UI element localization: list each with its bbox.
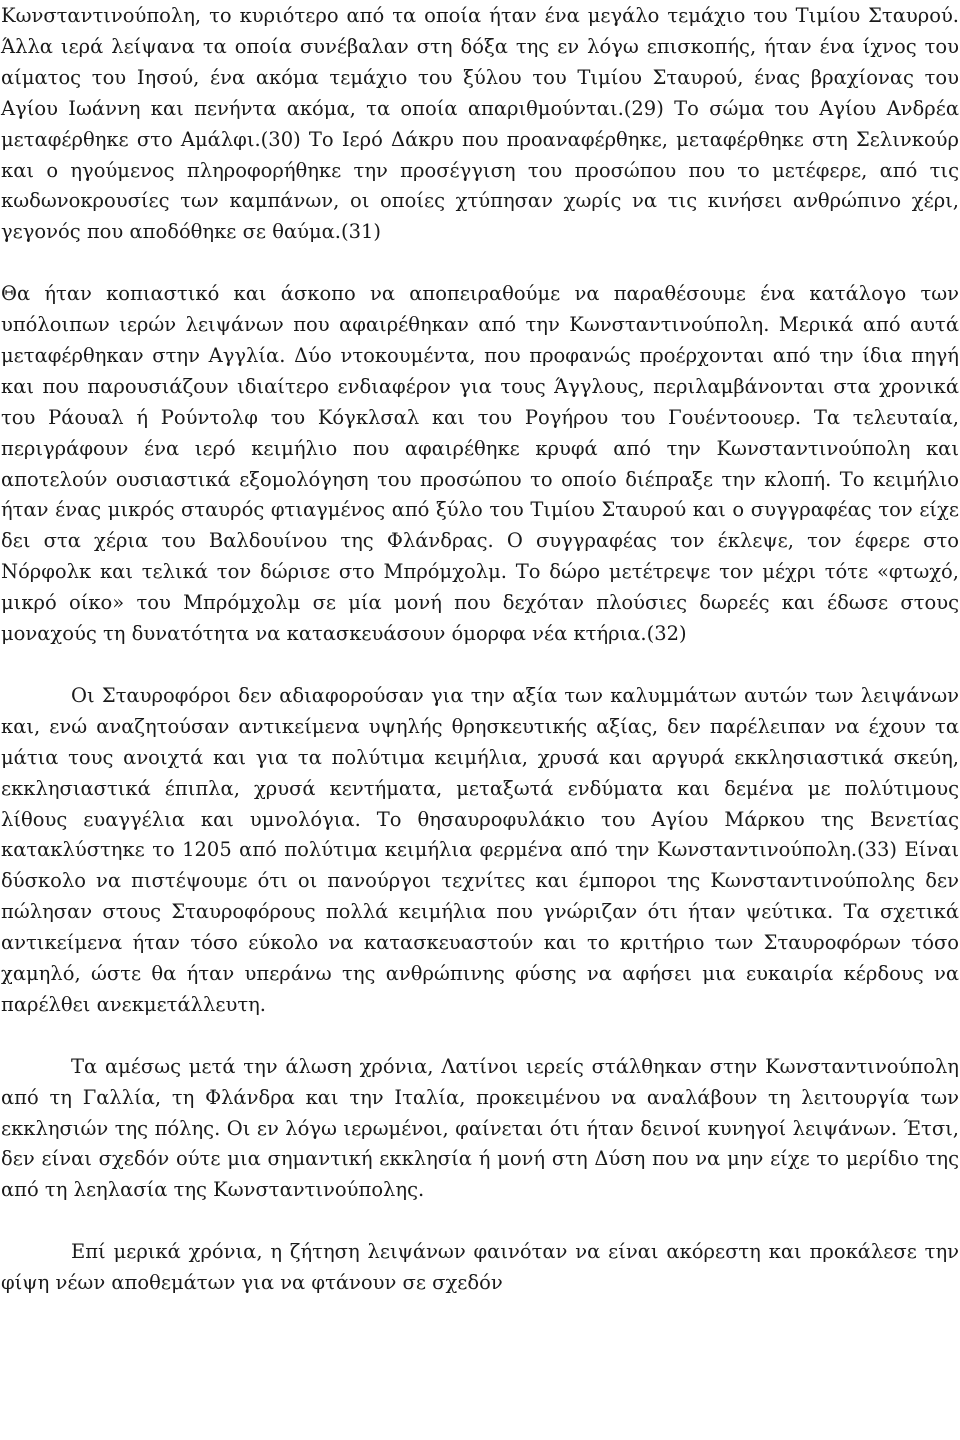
- paragraph-3: Οι Σταυροφόροι δεν αδιαφορούσαν για την αξία των καλυμμάτων αυτών των λειψάνων και, ενώ αναζητούσαν αντικείμενα υψηλής θρησκευτικής αξίας, δεν παρέλειπαν να έχουν τα μάτια τους ανοιχτά και για τα πολύτιμα κειμήλια, χρυσά και αργυρά εκκλησιαστικά σκεύη, εκκλησιαστικά έπιπλα, χρυσά κεντήματα, μεταξωτά ενδύματα και δεμένα με πολύτιμους λίθους ευαγγέλια και υμνολόγια. Το θησαυροφυλάκιο του Αγίου Μάρκου της Βενετίας κατακλύστηκε το 1205 από πολύτιμα κειμήλια φερμένα από την Κωνσταντινούπολη.(33) Είναι δύσκολο να πιστέψουμε ότι οι πανούργοι τεχνίτες και έμποροι της Κωνσταντινούπολης δεν πώλησαν στους Σταυροφόρους πολλά κειμήλια που γνώριζαν ότι ήταν ψεύτικα. Τα σχετικά αντικείμενα ήταν τόσο εύκολο να κατασκευαστούν και το κριτήριο των Σταυροφόρων τόσο χαμηλό, ώστε θα ήταν υπεράνω της ανθρώπινης φύσης να αφήσει μια ευκαιρία κέρδους να παρέλθει ανεκμετάλλευτη.: [1, 683, 959, 1016]
- paragraph-gap: [1, 248, 959, 279]
- paragraph-5: Επί μερικά χρόνια, η ζήτηση λειψάνων φαινόταν να είναι ακόρεστη και προκάλεσε την φίψη νέων αποθεμάτων για να φτάνουν σε σχεδόν: [1, 1240, 959, 1295]
- paragraph-gap: [1, 1021, 959, 1052]
- paragraph-4: Τα αμέσως μετά την άλωση χρόνια, Λατίνοι ιερείς στάλθηκαν στην Κωνσταντινούπολη από τη Γαλλία, τη Φλάνδρα και την Ιταλία, προκειμένου να αναλάβουν τη λειτουργία των εκκλησιών της πόλης. Οι εν λόγω ιερωμένοι, φαίνεται ότι ήταν δεινοί κυνηγοί λειψάνων. Έτσι, δεν είναι σχεδόν ούτε μια σημαντική εκκλησία ή μονή στη Δύση που να μην είχε το μερίδιο της από τη λεηλασία της Κωνσταντινούπολης.: [1, 1054, 959, 1202]
- paragraph-gap: [1, 650, 959, 681]
- paragraph-gap: [1, 1206, 959, 1237]
- paragraph-1: Κωνσταντινούπολη, το κυριότερο από τα οποία ήταν ένα μεγάλο τεμάχιο του Τιμίου Σταυρού. Άλλα ιερά λείψανα τα οποία συνέβαλαν στη δόξα της εν λόγω επισκοπής, ήταν ένα ίχνος του αίματος του Ιησού, ένα ακόμα τεμάχιο του ξύλου του Τιμίου Σταυρού, ένας βραχίονας του Αγίου Ιωάννη και πενήντα ακόμα, τα οποία απαριθμούνται.(29) Το σώμα του Αγίου Ανδρέα μεταφέρθηκε στο Αμάλφι.(30) Το Ιερό Δάκρυ που προαναφέρθηκε, μεταφέρθηκε στη Σελινκούρ και ο ηγούμενος πληροφορήθηκε την προσέγγιση του προσώπου που το μετέφερε, από τις κωδωνοκρουσίες των καμπάνων, οι οποίες χτύπησαν χωρίς να τις κινήσει ανθρώπινο χέρι, γεγονός που αποδόθηκε σε θαύμα.(31): [1, 4, 959, 244]
- paragraph-2: Θα ήταν κοπιαστικό και άσκοπο να αποπειραθούμε να παραθέσουμε ένα κατάλογο των υπόλοιπων ιερών λειψάνων που αφαιρέθηκαν από την Κωνσταντινούπολη. Μερικά από αυτά μεταφέρθηκαν στην Αγγλία. Δύο ντοκουμέντα, που προφανώς προέρχονται από την ίδια πηγή και που παρουσιάζουν ιδιαίτερο ενδιαφέρον για τους Άγγλους, περιλαμβάνονται στα χρονικά του Ράουαλ ή Ρούντολφ του Κόγκλσαλ και του Ρογήρου του Γουέντοουερ. Τα τελευταία, περιγράφουν ένα ιερό κειμήλιο που αφαιρέθηκε κρυφά από την Κωνσταντινούπολη και αποτελούν ουσιαστικά εξομολόγηση του προσώπου το οποίο διέπραξε την κλοπή. Το κειμήλιο ήταν ένας μικρός σταυρός φτιαγμένος από ξύλο του Τιμίου Σταυρού και ο συγγραφέας τον είχε δει στα χέρια του Βαλδουίνου της Φλάνδρας. Ο συγγραφέας τον έκλεψε, τον έφερε στο Νόρφολκ και τελικά τον δώρισε στο Μπρόμχολμ. Το δώρο μετέτρεψε τον μέχρι τότε «φτωχό, μικρό οίκο» του Μπρόμχολμ σε μία μονή που δεχόταν πλούσιες δωρεές και έδωσε στους μοναχούς τη δυνατότητα να κατασκευάσουν όμορφα νέα κτήρια.(32): [1, 282, 959, 646]
